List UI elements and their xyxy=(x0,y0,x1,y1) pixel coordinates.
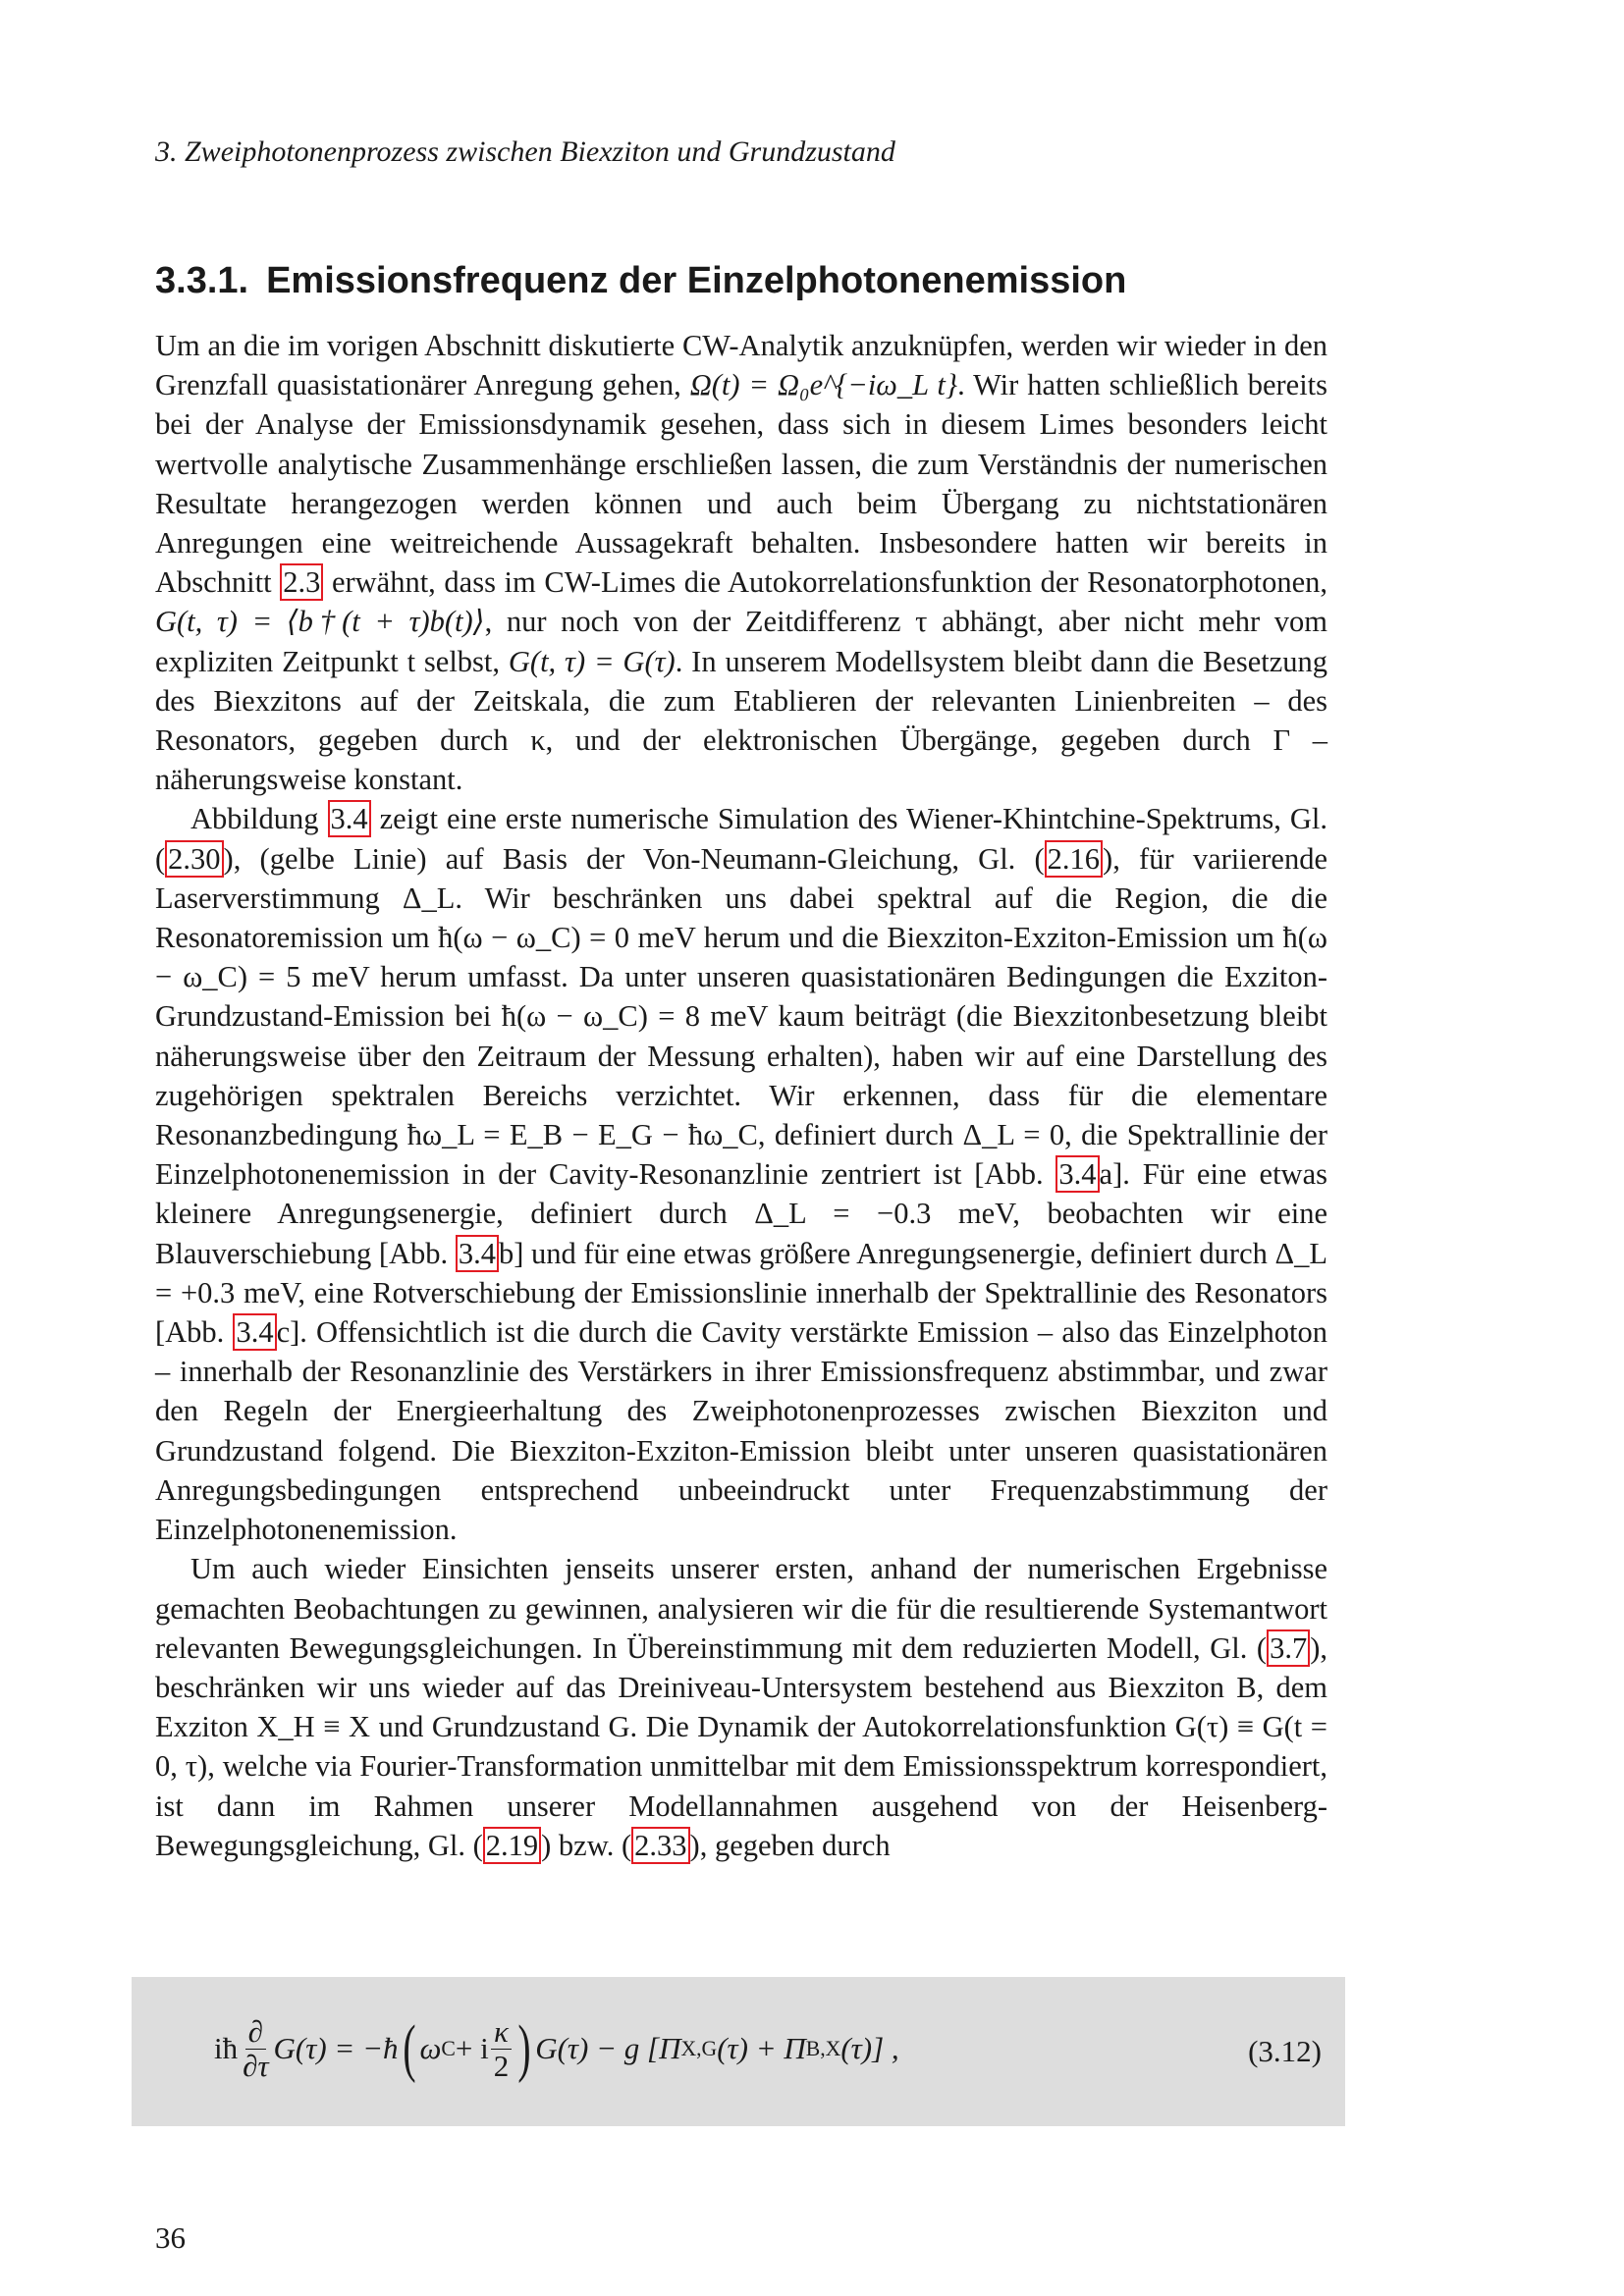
page-number: 36 xyxy=(155,2220,186,2255)
eq-lhs-prefix: iħ xyxy=(214,2031,239,2065)
running-head: 3. Zweiphotonenprozess zwischen Biexziton und Grundzustand xyxy=(155,135,895,168)
equation-reference-link[interactable]: 3.7 xyxy=(1267,1629,1310,1667)
figure-reference-link[interactable]: 3.4 xyxy=(1056,1155,1099,1193)
text-run: ), für variierende Laserverstimmung Δ_L. Wir beschränken uns dabei spektral auf die Region, die die Resonatoremission um ħ(ω − ω_C) = 0 meV herum und die Biexziton-Exziton-Emission um ħ(ω − ω_C) = 5 meV herum umfasst. Da unter unseren quasistationären Bedingungen die Exziton-Grundzustand-Emission bei ħ(ω − ω_C) = 8 meV kaum beiträgt (die Biexzitonbesetzung bleibt näherungsweise über den Zeitraum der Messung erhalten), haben wir auf eine Darstellung des zugehörigen spektralen Bereichs verzichtet. Wir erkennen, dass für die elementare Resonanzbedingung ħω_L = E_B − E_G − ħω_C, definiert durch Δ_L = 0, die Spektrallinie der Einzelphotonenemission in der Cavity-Resonanzlinie zentriert ist [Abb. xyxy=(155,841,1327,1192)
right-paren: ) xyxy=(517,2012,531,2084)
kappa-numerator: κ xyxy=(491,2015,512,2050)
text-run: . In unserem Modellsystem bleibt dann die Besetzung des Biexzitons auf der Zeitskala, die zum Etablieren der relevanten Linienbreiten – des Resonators, gegeben durch κ, und der elektronischen Übergänge, gegeben durch Γ – näherungsweise konstant. xyxy=(155,644,1327,797)
paragraph-3 xyxy=(155,1549,1327,1865)
figure-reference-link[interactable]: 3.4 xyxy=(233,1313,276,1351)
kappa-denominator: 2 xyxy=(493,2048,510,2083)
eq-lhs-rest: G(τ) = −ħ xyxy=(273,2031,399,2065)
section-heading xyxy=(155,260,1126,302)
section-number: 3.3.1. xyxy=(155,260,249,301)
text-run: . Wir hatten schließlich bereits bei der Analyse der Emissionsdynamik gesehen, dass sich in diesem Limes besonders leicht wertvolle analytische Zusammenhänge erschließen lassen, die zum Verständnis der numerischen Resultate herangezogen werden können und auch beim Übergang zu nichtstationären Anregungen eine weitreichende Aussagekraft behalten. Insbesondere hatten wir bereits in Abschnitt xyxy=(155,368,1328,600)
body-text xyxy=(155,326,1327,1865)
text-run: b] und für eine etwas größere Anregungsenergie, definiert durch Δ_L = +0.3 meV, eine Rotverschiebung der Emissionslinie innerhalb der Spektrallinie des Resonators [Abb. xyxy=(155,1236,1328,1350)
text-run: Um auch wieder Einsichten jenseits unserer ersten, anhand der numerischen Ergebnisse gemachten Beobachtungen zu gewinnen, analysieren wir die für die resultierende Systemantwort relevanten Bewegungsgleichungen. In Übereinstimmung mit dem reduzierten Modell, Gl. ( xyxy=(155,1552,1327,1665)
partial-derivative-fraction xyxy=(240,2015,271,2083)
frac-numerator: ∂ xyxy=(245,2015,266,2050)
equation-number: (3.12) xyxy=(1248,2034,1322,2068)
inline-equation: G(t, τ) = G(τ) xyxy=(508,644,676,678)
eq-rhs: G(τ) − g [Π xyxy=(535,2031,681,2065)
text-run: zeigt eine erste numerische Simulation des Wiener-Khintchine-Spektrums, Gl. ( xyxy=(155,802,1327,876)
left-paren: ( xyxy=(402,2012,416,2084)
kappa-fraction xyxy=(491,2015,513,2083)
inline-equation: G(t, τ) = ⟨b†(t + τ)b(t)⟩ xyxy=(155,605,485,639)
text-run: erwähnt, dass im CW-Limes die Autokorrelationsfunktion der Resonatorphotonen, xyxy=(323,565,1327,600)
eq-omega: ω xyxy=(419,2031,442,2065)
text-run: Um an die im vorigen Abschnitt diskutierte CW-Analytik anzuknüpfen, werden wir wieder in den Grenzfall quasistationärer Anregung gehen, xyxy=(155,329,1327,402)
eq-plus-i: + i xyxy=(455,2031,489,2065)
equation-box xyxy=(132,1977,1345,2126)
text-run: ), (gelbe Linie) auf Basis der Von-Neumann-Gleichung, Gl. ( xyxy=(223,841,1045,876)
eq-rhs-mid: (τ) + Π xyxy=(717,2031,806,2065)
equation-reference-link[interactable]: 2.16 xyxy=(1045,840,1103,878)
text-run: a]. Für eine etwas kleinere Anregungsenergie, definiert durch Δ_L = −0.3 meV, beobachten wir eine Blauverschiebung [Abb. xyxy=(155,1157,1327,1270)
frac-denominator: ∂τ xyxy=(243,2048,269,2083)
equation-reference-link[interactable]: 2.19 xyxy=(483,1827,541,1864)
text-run: ) bzw. ( xyxy=(541,1828,632,1862)
text-run: Abbildung xyxy=(190,802,328,836)
paragraph-1 xyxy=(155,326,1327,799)
text-run: ), gegeben durch xyxy=(689,1828,891,1862)
figure-reference-link[interactable]: 3.4 xyxy=(328,800,371,837)
equation-reference-link[interactable]: 2.33 xyxy=(631,1827,689,1864)
paragraph-2 xyxy=(155,799,1327,1549)
text-run: , nur noch von der Zeitdifferenz τ abhängt, aber nicht mehr vom expliziten Zeitpunkt t selbst, xyxy=(155,605,1327,678)
section-title: Emissionsfrequenz der Einzelphotonenemission xyxy=(266,260,1127,301)
text-run: ), beschränken wir uns wieder auf das Dreiniveau-Untersystem bestehend aus Biexziton B, dem Exziton X_H ≡ X und Grundzustand G. Die Dynamik der Autokorrelationsfunktion G(τ) ≡ G(t = 0, τ), welche via Fourier-Transformation unmittelbar mit dem Emissionsspektrum korrespondiert, ist dann im Rahmen unserer Modellannahmen ausgehend von der Heisenberg-Bewegungsgleichung, Gl. ( xyxy=(155,1630,1327,1862)
section-reference-link[interactable]: 2.3 xyxy=(280,563,323,601)
inline-equation: Ω(t) = Ω₀e^{−iω_L t} xyxy=(689,368,958,402)
figure-reference-link[interactable]: 3.4 xyxy=(456,1235,499,1272)
eq-rhs-end: (τ)] , xyxy=(840,2031,899,2065)
equation-reference-link[interactable]: 2.30 xyxy=(165,840,223,878)
text-run: c]. Offensichtlich ist die durch die Cavity verstärkte Emission – also das Einzelphoton – innerhalb der Resonanzlinie des Verstärkers in ihrer Emissionsfrequenz abstimmbar, und zwar den Regeln der Energieerhaltung des Zweiphotonenprozesses zwischen Biexziton und Grundzustand folgend. Die Biexziton-Exziton-Emission bleibt unter unseren quasistationären Anregungsbedingungen entsprechend unbeeindruckt unter Frequenzabstimmung der Einzelphotonenemission. xyxy=(155,1315,1328,1547)
display-equation: iħ $\frac{\partial}{\partial\tau}$ G(τ) = −ħ ( ω C + i $\frac{\kappa}{2}$ ) G(τ) − g [Π X,G (τ) + Π B,X (τ)] , xyxy=(214,2012,899,2084)
